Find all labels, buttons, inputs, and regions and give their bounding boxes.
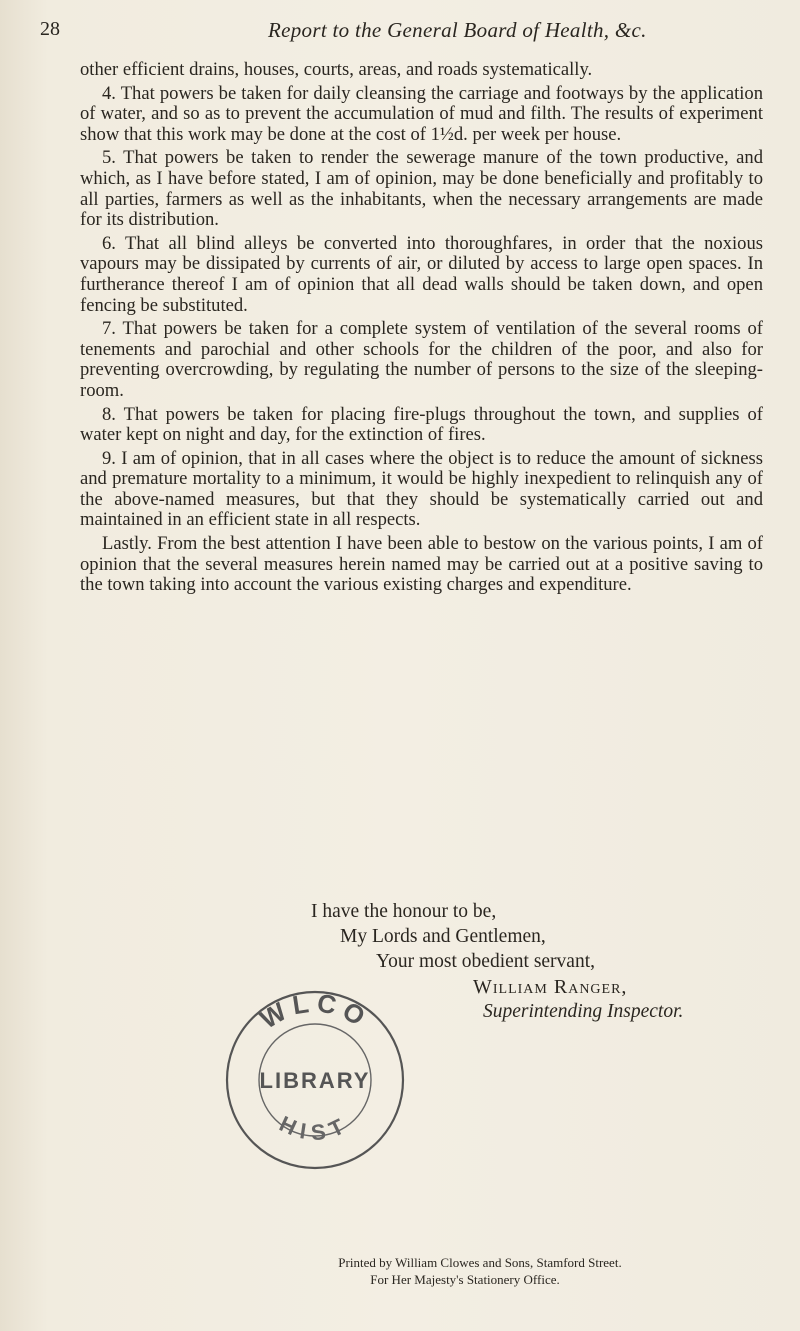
stamp-top-text: WLCO — [254, 987, 376, 1035]
paragraph-item-4: 4. That powers be taken for daily cleansing the carriage and footways by the application of water, and so as to prevent the accumulation of mud and filth. The results of experiment show that this work may be done at the cost of 1½d. per week per house. — [80, 82, 763, 145]
library-stamp — [222, 985, 408, 1175]
paragraph-lastly: Lastly. From the best attention I have been able to bestow on the various points, I am of opinion that the several measures herein named may be carried out at a positive saving to the town taking into account the various existing charges and expenditure. — [80, 533, 763, 596]
stamp-center-text: LIBRARY — [259, 1068, 371, 1093]
paragraph-continuation: other efficient drains, houses, courts, areas, and roads systematically. — [80, 59, 593, 80]
printer-office: For Her Majesty's Stationery Office. — [370, 1272, 560, 1287]
signature-title: Superintending Inspector. — [483, 1001, 684, 1022]
paragraph-item-6: 6. That all blind alleys be converted into thoroughfares, in order that the noxious vapours may be dissipated by currents of air, or diluted by access to large open spaces. In furtherance thereof I am of opinion that all dead walls should be taken down, and open fencing be substituted. — [80, 232, 763, 316]
printer-imprint: Printed by William Clowes and Sons, Stamford Street. — [338, 1255, 622, 1270]
signature-name: William Ranger, — [473, 976, 628, 998]
body-text — [80, 60, 763, 599]
paragraph-item-7: 7. That powers be taken for a complete system of ventilation of the several rooms of tenements and parochial and other schools for the children of the poor, and also for preventing overcrowding, by regulating the number of persons to the size of the sleeping-room. — [80, 318, 763, 401]
closing-line-servant: Your most obedient servant, — [376, 951, 596, 972]
page-number: 28 — [40, 18, 60, 40]
stamp-bottom-text: HIST — [275, 1110, 355, 1146]
closing-line-salutation: My Lords and Gentlemen, — [340, 926, 546, 947]
paragraph-item-8: 8. That powers be taken for placing fire-plugs throughout the town, and supplies of water kept on night and day, for the extinction of fires. — [80, 403, 763, 446]
paragraph-item-5: 5. That powers be taken to render the sewerage manure of the town productive, and which, as I have before stated, I am of opinion, may be done beneficially and profitably to all parties, farmers as well as the inhabitants, when the necessary arrangements are made for its distribution. — [80, 147, 763, 231]
closing-line-honour: I have the honour to be, — [311, 901, 497, 922]
running-title: Report to the General Board of Health, &c. — [268, 18, 647, 42]
page-header — [40, 18, 760, 48]
paragraph-item-9: 9. I am of opinion, that in all cases where the object is to reduce the amount of sickness and premature mortality to a minimum, it would be highly inexpedient to relinquish any of the above-named measures, but that they should be systematically carried out and maintained in an efficient state in all respects. — [80, 447, 763, 531]
